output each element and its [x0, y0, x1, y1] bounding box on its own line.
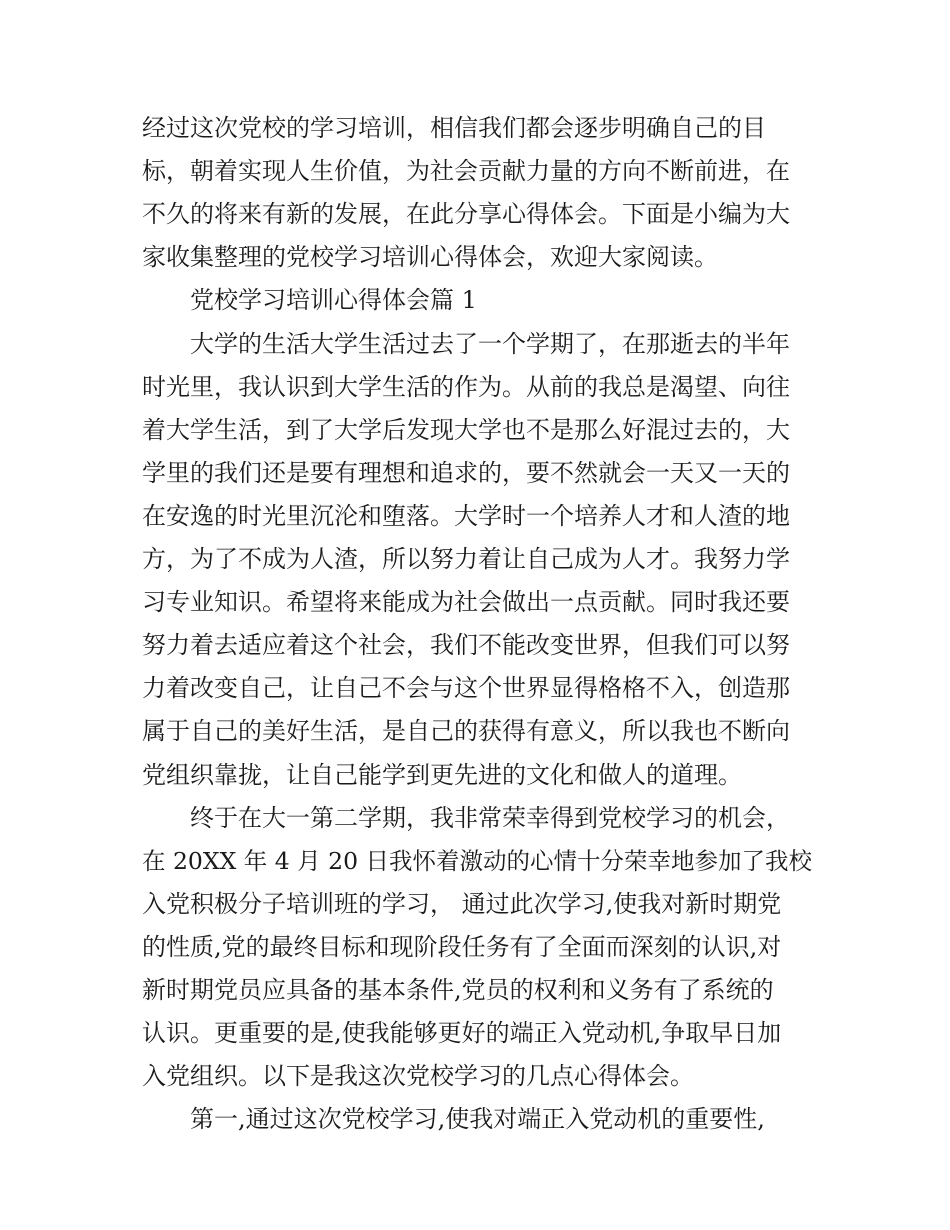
- text-line: 不久的将来有新的发展，在此分享心得体会。下面是小编为大: [142, 200, 790, 229]
- text-line: 的性质,党的最终目标和现阶段任务有了全面而深刻的认识,对: [142, 932, 782, 961]
- text-line: 标，朝着实现人生价值，为社会贡献力量的方向不断前进，在: [142, 157, 790, 186]
- text-line: 学里的我们还是要有理想和追求的，要不然就会一天又一天的: [142, 458, 790, 487]
- text-line: 在 20XX 年 4 月 20 日我怀着激动的心情十分荣幸地参加了我校: [142, 846, 813, 875]
- text-line: 家收集整理的党校学习培训心得体会，欢迎大家阅读。: [142, 243, 718, 272]
- text-line: 习专业知识。希望将来能成为社会做出一点贡献。同时我还要: [142, 588, 790, 617]
- text-line: 新时期党员应具备的基本条件,党员的权利和义务有了系统的: [142, 976, 774, 1004]
- text-line: 属于自己的美好生活，是自己的获得有意义，所以我也不断向: [142, 717, 790, 746]
- text-line: 经过这次党校的学习培训，相信我们都会逐步明确自己的目: [142, 114, 766, 142]
- text-line: 认识。更重要的是,使我能够更好的端正入党动机,争取早日加: [142, 1019, 782, 1048]
- paragraph-first-line: 党校学习培训心得体会篇 1: [190, 286, 477, 315]
- paragraph-first-line: 第一,通过这次党校学习,使我对端正入党动机的重要性,: [190, 1105, 765, 1134]
- text-line: 努力着去适应着这个社会，我们不能改变世界，但我们可以努: [142, 631, 790, 660]
- text-line: 在安逸的时光里沉沦和堕落。大学时一个培养人才和人渣的地: [142, 501, 790, 530]
- text-line: 党组织靠拢，让自己能学到更先进的文化和做人的道理。: [142, 760, 742, 789]
- text-line: 入党积极分子培训班的学习， 通过此次学习,使我对新时期党: [142, 889, 782, 918]
- text-line: 力着改变自己，让自己不会与这个世界显得格格不入，创造那: [142, 674, 790, 703]
- text-line: 方，为了不成为人渣，所以努力着让自己成为人才。我努力学: [142, 545, 790, 573]
- paragraph-first-line: 大学的生活大学生活过去了一个学期了，在那逝去的半年: [190, 329, 790, 358]
- text-line: 时光里，我认识到大学生活的作为。从前的我总是渴望、向往: [142, 372, 790, 401]
- text-line: 着大学生活，到了大学后发现大学也不是那么好混过去的，大: [142, 415, 790, 444]
- text-line: 入党组织。以下是我这次党校学习的几点心得体会。: [142, 1062, 694, 1091]
- paragraph-first-line: 终于在大一第二学期，我非常荣幸得到党校学习的机会，: [190, 803, 790, 832]
